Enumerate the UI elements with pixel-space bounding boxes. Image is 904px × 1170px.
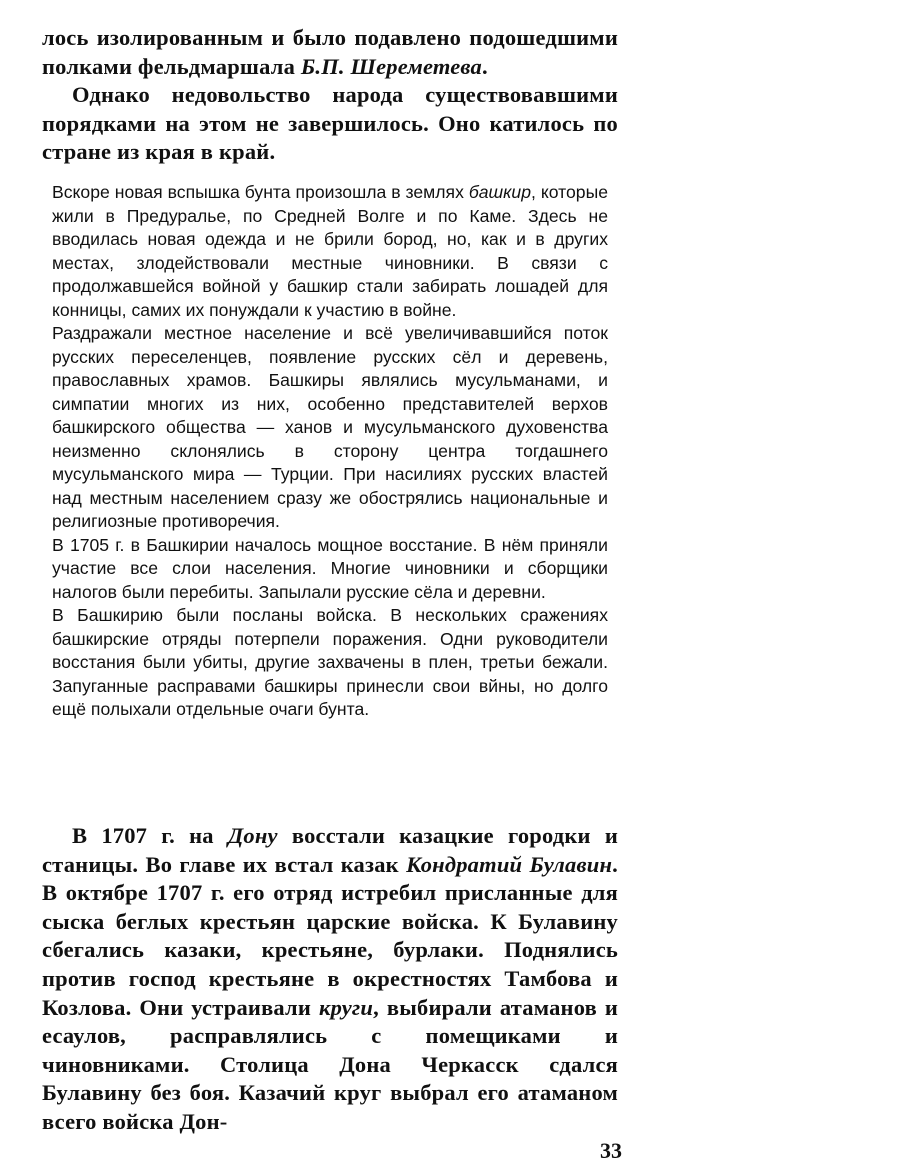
main-text-top [42, 24, 618, 167]
inset-paragraph-4: В Башкирию были посланы войска. В нескольких сражениях башкирские отряды потерпели поражения. Одни руководители восстания были убиты, другие захвачены в плен, третьи бежали. Запуганные расправами башкиры принесли свои вйны, но долго ещё полыхали отдельные очаги бунта. [52, 605, 608, 719]
paragraph-continuation: лось изолированным и было подавлено подошедшими полками фельдмаршала Б.П. Шереметева. [42, 25, 618, 79]
name-sheremetev: Б.П. Шереметева [300, 53, 482, 79]
inset-paragraph-2: Раздражали местное население и всё увеличивавшийся поток русских переселенцев, появление русских сёл и деревень, православных храмов. Башкиры являлись мусульманами, и симпатии многих из них, особенно представителей верхов башкирского общества — ханов и мусульманского духовенства неизменно склонялись в сторону центра тогдашнего мусульманского мира — Турции. При насилиях русских властей над местным населением сразу же обострялись национальные и религиозные противоречия. [52, 323, 608, 531]
page-number: 33 [600, 1138, 622, 1163]
inset-paragraph-1: Вскоре новая вспышка бунта произошла в землях башкир, которые жили в Предуралье, по Средней Волге и по Каме. Здесь не вводилась новая одежда и не брили бород, но, как и в других местах, злодействовали местные чиновники. В связи с продолжавшейся войной у башкир стали забирать лошадей для конницы, самих их понуждали к участию в войне. [52, 182, 608, 320]
paragraph-discontent: Однако недовольство народа существовавшими порядками на этом не завершилось. Оно катилось по стране из края в край. [42, 82, 618, 165]
term-bashkir: башкир [468, 182, 531, 202]
paragraph-bulavin: В 1707 г. на Дону восстали казацкие городки и станицы. Во главе их встал казак Кондратий Булавин. В октябре 1707 г. его отряд истребил присланные для сыска беглых крестьян царские войска. К Булавину сбегались казаки, крестьяне, бурлаки. Поднялись против господ крестьяне в окрестностях Тамбова и Козлова. Они устраивали круги, выбирали атаманов и есаулов, расправлялись с помещиками и чиновниками. Столица Дона Черкасск сдался Булавину без боя. Казачий круг выбрал его атаманом всего войска Дон- [42, 823, 618, 1134]
term-don: Дону [227, 823, 278, 848]
name-bulavin: Кондратий Булавин [406, 851, 613, 877]
inset-bashkir-uprising [52, 181, 608, 722]
inset-paragraph-3: В 1705 г. в Башкирии началось мощное восстание. В нём приняли участие все слои населения. Многие чиновники и сборщики налогов были перебиты. Запылали русские сёла и деревни. [52, 534, 608, 602]
term-krugi: круги [318, 994, 374, 1020]
main-text-bottom [42, 822, 618, 1137]
